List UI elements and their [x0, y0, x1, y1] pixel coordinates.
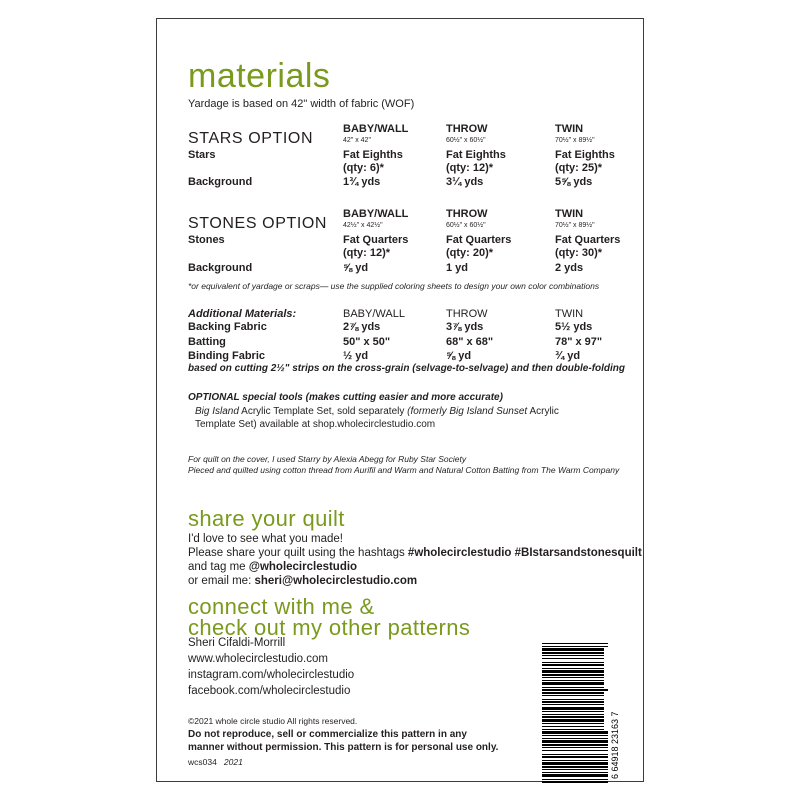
share-line4: or email me: sheri@wholecirclestudio.com — [188, 575, 418, 587]
optional-tools-line2: Template Set) available at shop.wholecirclestudio.com — [195, 419, 436, 430]
binding-throw: ⅝ yd — [446, 350, 472, 362]
stones-col-twin: TWIN — [555, 208, 584, 220]
share-line2: Please share your quilt using the hashtags #wholecirclestudio #BIstarsandstonesquilt — [188, 547, 642, 559]
stars-background-twin: 5⅝ yds — [555, 176, 593, 188]
additional-col-throw: THROW — [446, 308, 488, 320]
barcode-bar — [542, 668, 604, 669]
barcode-bar — [542, 766, 608, 768]
pattern-code: wcs034 2021 — [188, 757, 243, 767]
materials-heading: materials — [188, 57, 331, 95]
barcode-bar — [542, 750, 608, 751]
stones-twin-cell: Fat Quarters (qty: 30)* — [555, 234, 621, 259]
barcode-bar — [542, 731, 608, 734]
share-heading: share your quilt — [188, 506, 345, 531]
stars-baby-cell: Fat Eighths (qty: 6)* — [343, 149, 403, 174]
barcode-bar — [542, 680, 604, 681]
stones-size-throw: 60½" x 60½" — [446, 222, 486, 229]
barcode-digits: 6 64918 23163 7 — [610, 711, 620, 779]
barcode-bar — [542, 760, 608, 761]
backing-twin: 5½ yds — [555, 321, 593, 333]
instagram-link[interactable]: instagram.com/wholecirclestudio — [188, 669, 355, 681]
website-link[interactable]: www.wholecirclestudio.com — [188, 653, 328, 665]
barcode-bar — [542, 687, 604, 688]
barcode-bar — [542, 646, 608, 647]
barcode — [542, 639, 622, 789]
barcode-bar — [542, 689, 608, 691]
barcode-bar — [542, 670, 604, 673]
barcode-bar — [542, 729, 604, 730]
binding-baby: ½ yd — [343, 350, 369, 362]
col-twin: TWIN — [555, 123, 584, 135]
backing-baby: 2⅞ yds — [343, 321, 381, 333]
barcode-bar — [542, 738, 608, 739]
stars-size-baby: 42" x 42" — [343, 137, 371, 144]
barcode-bar — [542, 662, 604, 663]
barcode-bars — [542, 639, 622, 789]
barcode-bar — [542, 772, 608, 773]
binding-note: based on cutting 2½" strips on the cross-grain (selvage-to-selvage) and then double-folding — [188, 363, 626, 374]
additional-materials-label: Additional Materials: — [188, 308, 297, 320]
stars-throw-cell: Fat Eighths (qty: 12)* — [446, 149, 506, 174]
stars-option-label: STARS OPTION — [188, 130, 314, 147]
barcode-bar — [542, 695, 604, 696]
barcode-bar — [542, 707, 604, 710]
share-line1: I'd love to see what you made! — [188, 533, 343, 545]
barcode-bar — [542, 769, 608, 770]
stones-throw-cell: Fat Quarters (qty: 20)* — [446, 234, 512, 259]
stones-col-throw: THROW — [446, 208, 488, 220]
barcode-bar — [542, 701, 604, 703]
pattern-back-cover — [156, 18, 644, 782]
barcode-bar — [542, 779, 608, 780]
barcode-bar — [542, 714, 604, 715]
facebook-link[interactable]: facebook.com/wholecirclestudio — [188, 685, 351, 697]
batting-baby: 50" x 50" — [343, 336, 391, 348]
stones-background-twin: 2 yds — [555, 262, 584, 274]
stones-col-baby-wall: BABY/WALL — [343, 208, 409, 220]
stones-background-label: Background — [188, 262, 253, 274]
barcode-bar — [542, 735, 608, 736]
binding-fabric-label: Binding Fabric — [188, 350, 265, 362]
backing-throw: 3⅞ yds — [446, 321, 484, 333]
barcode-bar — [542, 674, 604, 676]
barcode-bar — [542, 711, 604, 712]
share-line3: and tag me @wholecirclestudio — [188, 561, 358, 573]
backing-fabric-label: Backing Fabric — [188, 321, 267, 333]
barcode-bar — [542, 677, 604, 678]
barcode-bar — [542, 754, 608, 755]
barcode-bar — [542, 704, 604, 705]
barcode-bar — [542, 762, 608, 765]
stones-background-throw: 1 yd — [446, 262, 469, 274]
barcode-bar — [542, 682, 604, 685]
stones-option-label: STONES OPTION — [188, 215, 328, 232]
barcode-bar — [542, 655, 604, 656]
barcode-bar — [542, 699, 604, 700]
stars-background-label: Background — [188, 176, 253, 188]
stars-twin-cell: Fat Eighths (qty: 25)* — [555, 149, 615, 174]
stones-baby-cell: Fat Quarters (qty: 12)* — [343, 234, 409, 259]
binding-twin: ¾ yd — [555, 350, 581, 362]
credits-line2: Pieced and quilted using cotton thread from Aurifil and Warm and Natural Cotton Batting from The Warm Company — [188, 465, 620, 475]
barcode-bar — [542, 648, 604, 651]
copyright: ©2021 whole circle studio All rights reserved. — [188, 716, 358, 726]
barcode-bar — [542, 716, 604, 718]
stars-background-baby: 1¾ yds — [343, 176, 381, 188]
stars-background-throw: 3¼ yds — [446, 176, 484, 188]
optional-tools-line1: Big Island Acrylic Template Set, sold separately (formerly Big Island Sunset Acrylic — [195, 406, 559, 417]
stars-row-label: Stars — [188, 149, 216, 161]
barcode-bar — [542, 652, 604, 654]
col-baby-wall: BABY/WALL — [343, 123, 409, 135]
stars-size-twin: 70½" x 89½" — [555, 137, 595, 144]
warning-line2: manner without permission. This pattern is for personal use only. — [188, 742, 499, 753]
intro-text: Yardage is based on 42" width of fabric (WOF) — [188, 98, 415, 110]
footnote: *or equivalent of yardage or scraps— use the supplied coloring sheets to design your own color combinations — [188, 281, 600, 291]
stones-size-baby: 42½" x 42½" — [343, 222, 383, 229]
barcode-bar — [542, 747, 608, 748]
batting-label: Batting — [188, 336, 226, 348]
batting-twin: 78" x 97" — [555, 336, 603, 348]
barcode-bar — [542, 692, 604, 694]
barcode-bar — [542, 781, 608, 783]
barcode-bar — [542, 719, 604, 722]
barcode-bar — [542, 723, 604, 724]
additional-col-baby-wall: BABY/WALL — [343, 308, 405, 320]
barcode-bar — [542, 756, 608, 758]
barcode-bar — [542, 774, 608, 777]
batting-throw: 68" x 68" — [446, 336, 494, 348]
stones-row-label: Stones — [188, 234, 225, 246]
barcode-bar — [542, 658, 604, 659]
connect-heading: connect with me & check out my other patterns — [188, 594, 471, 640]
barcode-bar — [542, 744, 608, 746]
credits-line1: For quilt on the cover, I used Starry by Alexia Abegg for Ruby Star Society — [188, 454, 467, 464]
warning-line1: Do not reproduce, sell or commercialize this pattern in any — [188, 729, 467, 740]
stones-size-twin: 70½" x 89½" — [555, 222, 595, 229]
author-name: Sheri Cifaldi-Morrill — [188, 637, 286, 649]
col-throw: THROW — [446, 123, 488, 135]
additional-col-twin: TWIN — [555, 308, 584, 320]
barcode-bar — [542, 740, 608, 743]
barcode-bar — [542, 726, 604, 727]
barcode-bar — [542, 643, 608, 644]
barcode-bar — [542, 664, 604, 666]
optional-tools-heading: OPTIONAL special tools (makes cutting easier and more accurate) — [188, 392, 503, 403]
stars-size-throw: 60½" x 60½" — [446, 137, 486, 144]
stones-background-baby: ⅝ yd — [343, 262, 369, 274]
